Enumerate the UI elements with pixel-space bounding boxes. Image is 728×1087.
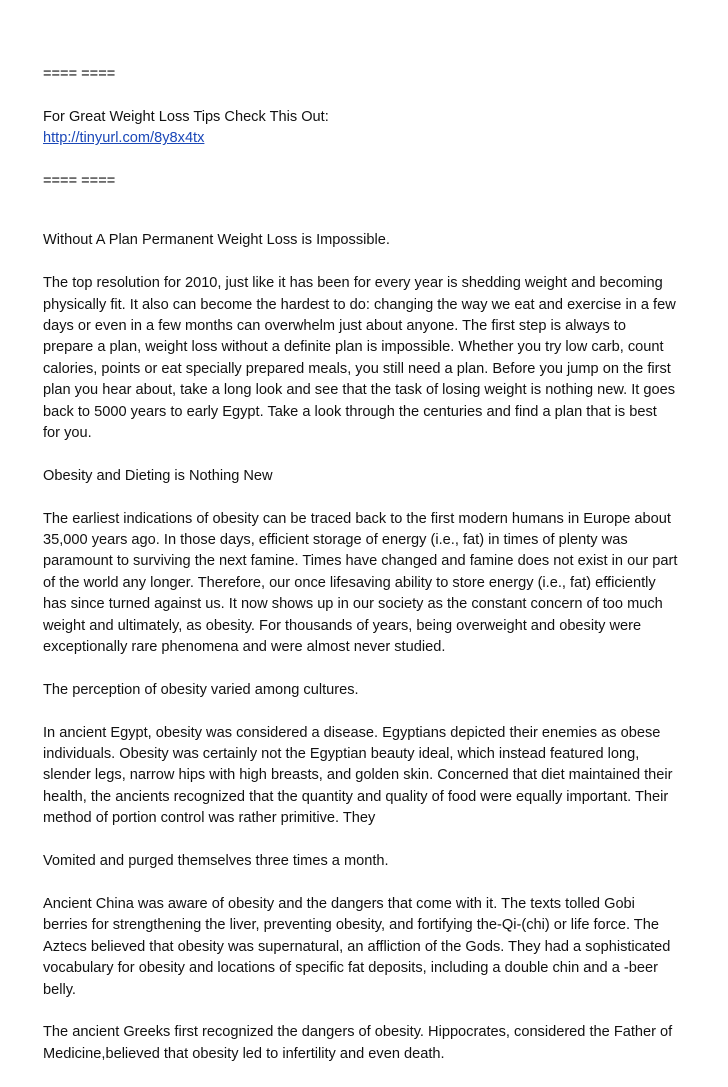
text-line: calories, points or eat specially prepared meals, you still need a plan. Before you jump on the first [43,360,671,377]
text-line: days or even in a few months can overwhelm just about anyone. The first step is always to [43,318,626,335]
paragraph-history [43,509,688,659]
text-line: for you. [43,425,92,442]
text-line: 35,000 years ago. In those days, efficient storage of energy (i.e., fat) in times of plenty was [43,532,628,549]
promo-text: For Great Weight Loss Tips Check This Out: [43,108,329,125]
text-line: back to 5000 years to early Egypt. Take a look through the centuries and find a plan that is best [43,403,657,420]
text-line: vocabulary for obesity and locations of specific fat deposits, including a double chin and a -beer [43,960,658,977]
paragraph-intro [43,273,688,444]
text-line: physically fit. It also can become the hardest to do: changing the way we eat and exercise in a few [43,296,676,313]
text-line: individuals. Obesity was certainly not the Egyptian beauty ideal, which instead featured long, [43,746,640,763]
text-line: The earliest indications of obesity can be traced back to the first modern humans in Europe about [43,510,671,527]
text-line: Ancient China was aware of obesity and the dangers that come with it. The texts tolled Gobi [43,895,635,912]
text-line: health, the ancients recognized that the quantity and quality of food were equally important. Their [43,788,669,805]
promo-link[interactable]: http://tinyurl.com/8y8x4tx [43,130,205,147]
text-line: berries for strengthening the liver, preventing obesity, and fortifying the-Qi-(chi) or life force. The [43,917,659,934]
paragraph-egypt [43,723,688,830]
text-line: The ancient Greeks first recognized the dangers of obesity. Hippocrates, considered the Father of [43,1024,673,1041]
text-line: plan you hear about, take a long look and see that the task of losing weight is nothing new. It goes [43,382,676,399]
divider-bottom: ==== ==== [43,173,116,189]
text-line: Aztecs believed that obesity was supernatural, an affliction of the Gods. They had a sophisticated [43,938,671,955]
text-line: slender legs, narrow hips with high breasts, and golden skin. Concerned that diet maintained their [43,767,673,784]
section-heading: Obesity and Dieting is Nothing New [43,467,273,484]
text-line: method of portion control was rather primitive. They [43,810,376,827]
text-line: belly. [43,981,76,998]
paragraph-perception: The perception of obesity varied among cultures. [43,681,359,698]
divider-top: ==== ==== [43,66,116,82]
paragraph-purge: Vomited and purged themselves three times a month. [43,853,389,870]
text-line: paramount to surviving the next famine. Times have changed and famine does not exist in our part [43,553,678,570]
text-line: exceptionally rare phenomena and were almost never studied. [43,639,446,656]
promo-block [43,107,688,150]
paragraph-greeks [43,1022,688,1065]
text-line: prepare a plan, weight loss without a definite plan is impossible. Whether you try low carb, count [43,339,664,356]
text-line: In ancient Egypt, obesity was considered a disease. Egyptians depicted their enemies as obese [43,724,661,741]
document-page [43,64,688,1087]
article-title: Without A Plan Permanent Weight Loss is Impossible. [43,232,390,249]
text-line: The top resolution for 2010, just like it has been for every year is shedding weight and becoming [43,275,663,292]
text-line: has since turned against us. It now shows up in our society as the constant concern of too much [43,596,663,613]
text-line: weight and ultimately, as obesity. For thousands of years, being overweight and obesity were [43,617,642,634]
paragraph-china [43,894,688,1001]
text-line: Medicine,believed that obesity led to infertility and even death. [43,1045,445,1062]
text-line: of the world any longer. Therefore, our once lifesaving ability to store energy (i.e., fat) efficiently [43,574,656,591]
